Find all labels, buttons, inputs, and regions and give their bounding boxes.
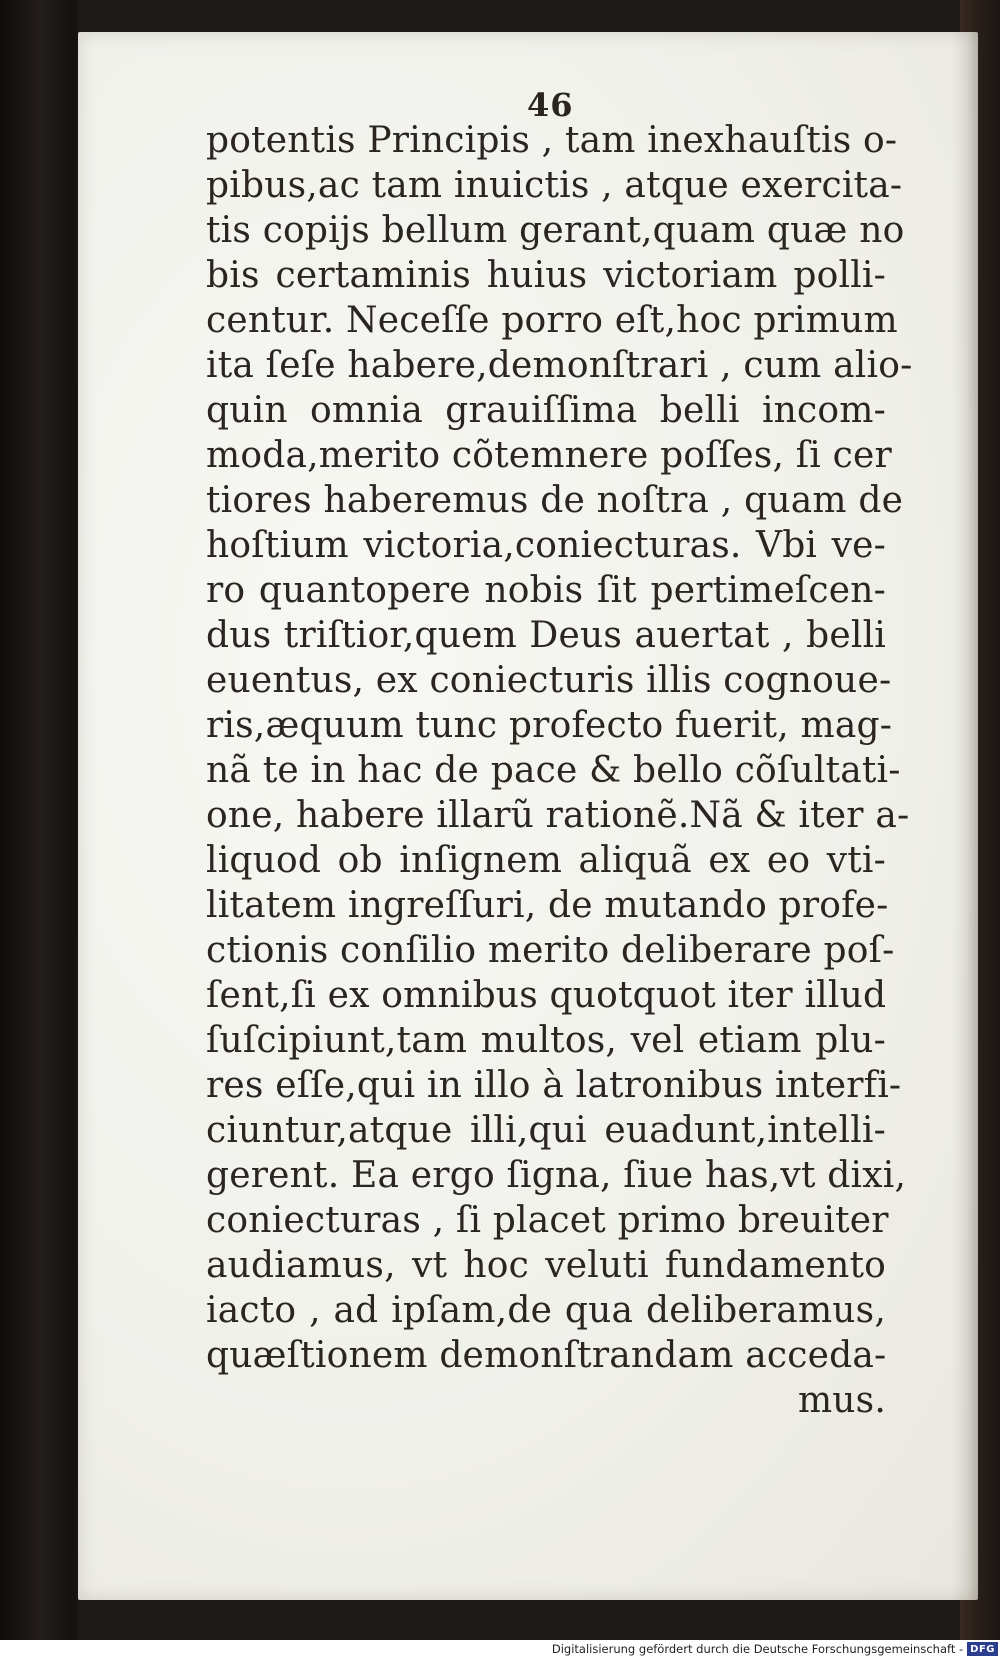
text-line: bis certaminis huius victoriam polli-: [206, 255, 886, 296]
text-line: gerent. Ea ergo ſigna, ſiue has,vt dixi,: [206, 1155, 907, 1196]
text-line: res eſſe,qui in illo à latronibus interfi-: [206, 1065, 902, 1106]
text-line: hoſtium victoria,coniecturas. Vbi ve-: [206, 525, 886, 566]
text-line: ro quantopere nobis ſit pertimeſcen-: [206, 570, 886, 611]
text-line: ciuntur,atque illi,qui euadunt,intelli-: [206, 1110, 886, 1151]
text-line: ſuſcipiunt,tam multos, vel etiam plu-: [206, 1020, 886, 1061]
text-line: tiores haberemus de noſtra , quam de: [206, 480, 904, 521]
text-line: potentis Principis , tam inexhauſtis o-: [206, 120, 898, 161]
text-line: euentus, ex coniecturis illis cognoue-: [206, 660, 892, 701]
text-line: mus.: [797, 1380, 886, 1421]
text-line: nã te in hac de pace & bello cõſultati-: [206, 750, 901, 791]
page-number: 46: [527, 86, 574, 124]
text-line: ris,æquum tunc profecto fuerit, mag-: [206, 705, 893, 746]
page-gutter-shadow: [952, 32, 978, 1600]
text-line: audiamus, vt hoc veluti fundamento: [206, 1245, 886, 1286]
text-line: ita ſeſe habere,demonſtrari , cum alio-: [206, 345, 913, 386]
text-line: ctionis conſilio merito deliberare poſ-: [206, 930, 895, 971]
text-line: centur. Neceſſe porro eſt,hoc primum: [206, 300, 898, 341]
digitization-credit: [552, 1640, 1000, 1658]
text-line: liquod ob inſignem aliquã ex eo vti-: [206, 840, 886, 881]
text-line: iacto , ad ipſam,de qua deliberamus,: [206, 1290, 886, 1331]
text-line: pibus,ac tam inuictis , atque exercita-: [206, 165, 903, 206]
text-line: quæſtionem demonſtrandam acceda-: [206, 1335, 887, 1376]
text-line: quin omnia grauiſſima belli incom-: [206, 390, 886, 431]
text-line: dus triſtior,quem Deus auertat , belli: [206, 615, 886, 656]
text-line: coniecturas , ſi placet primo breuiter: [206, 1200, 889, 1241]
text-line: ſent,ſi ex omnibus quotquot iter illud: [206, 975, 887, 1016]
credit-text: Digitalisierung gefördert durch die Deutsche Forschungsgemeinschaft -: [551, 1642, 964, 1656]
text-line: tis copijs bellum gerant,quam quæ no: [206, 210, 905, 251]
dfg-logo: DFG: [967, 1642, 998, 1656]
page-text-block: [206, 118, 913, 1423]
text-line: one, habere illarũ rationẽ.Nã & iter a-: [206, 795, 910, 836]
text-line: moda,merito cõtemnere poſſes, ſi cer: [206, 435, 892, 476]
text-line: litatem ingreſſuri, de mutando profe-: [206, 885, 889, 926]
